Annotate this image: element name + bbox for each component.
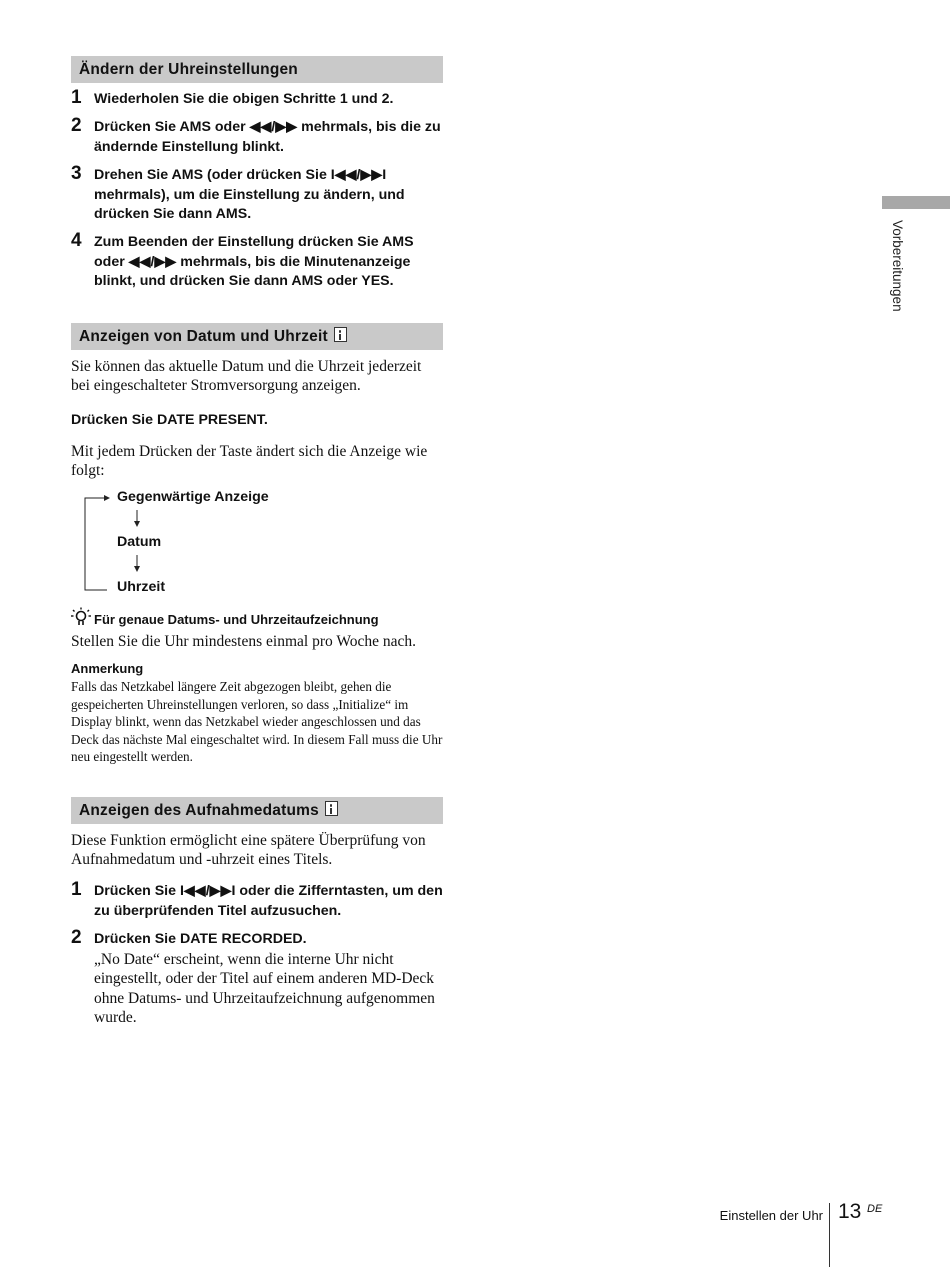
step-item: 2 Drücken Sie AMS oder ◀◀/▶▶ mehrmals, bis die zu ändernde Einstellung blinkt. (71, 115, 441, 155)
step-item: 1 Drücken Sie I◀◀/▶▶I oder die Zifferntasten, um den zu überprüfenden Titel aufzusuchen. (71, 879, 443, 919)
cycle-intro: Mit jedem Drücken der Taste ändert sich die Anzeige wie folgt: (71, 443, 428, 479)
section-heading-recording-date: Anzeigen des Aufnahmedatums (71, 797, 443, 824)
step-item: 1 Wiederholen Sie die obigen Schritte 1 und 2. (71, 87, 394, 108)
cycle-item-date: Datum (117, 534, 162, 550)
step-item: 2 Drücken Sie DATE RECORDED. „No Date“ erscheint, wenn die interne Uhr nicht eingestellt, oder der Titel auf einem anderen MD-Deck ohne Datums- und Uhrzeitaufzeichnung aufgenommen wurde. (71, 927, 435, 1026)
intro-paragraph: Sie können das aktuelle Datum und die Uhrzeit jederzeit bei eingeschalteter Stromversorgung anzeigen. (71, 358, 422, 394)
page-language: DE (867, 1203, 883, 1215)
cycle-item-time: Uhrzeit (117, 579, 166, 595)
lightbulb-icon (71, 607, 91, 627)
note-text: Falls das Netzkabel längere Zeit abgezogen bleibt, gehen die gespeicherten Uhreinstellungen verloren, so dass „Initialize“ im Display blinkt, wenn das Netzkabel wieder angeschlossen und das Deck das nächste Mal eingeschaltet wird. In diesem Fall muss die Uhr neu eingestellt werden. (71, 679, 443, 764)
side-tab-label: Vorbereitungen (890, 220, 905, 312)
intro-paragraph: Diese Funktion ermöglicht eine spätere Überprüfung von Aufnahmedatum und -uhrzeit eines Titels. (71, 832, 426, 868)
footer-divider (829, 1203, 830, 1267)
tip-title: Für genaue Datums- und Uhrzeitaufzeichnung (94, 612, 379, 627)
footer-section-label: Einstellen der Uhr (719, 1208, 823, 1223)
step-item: 3 Drehen Sie AMS (oder drücken Sie I◀◀/▶▶I mehrmals), um die Einstellung zu ändern, und drücken Sie dann AMS. (71, 163, 405, 222)
side-tab-marker (882, 196, 950, 209)
page-number: 13 (838, 1200, 862, 1223)
step-item: 4 Zum Beenden der Einstellung drücken Sie AMS oder ◀◀/▶▶ mehrmals, bis die Minutenanzeige blinkt, und drücken Sie dann AMS oder YES. (71, 230, 414, 289)
instruction-text: Drücken Sie DATE PRESENT. (71, 412, 268, 428)
section-heading-date-time: Anzeigen von Datum und Uhrzeit (71, 323, 443, 350)
cycle-item-current: Gegenwärtige Anzeige (117, 489, 269, 505)
info-icon (334, 327, 347, 342)
section-heading-clock-change: Ändern der Uhreinstellungen (71, 56, 443, 83)
note-title: Anmerkung (71, 661, 144, 676)
tip-text: Stellen Sie die Uhr mindestens einmal pro Woche nach. (71, 633, 416, 650)
info-icon (325, 801, 338, 816)
